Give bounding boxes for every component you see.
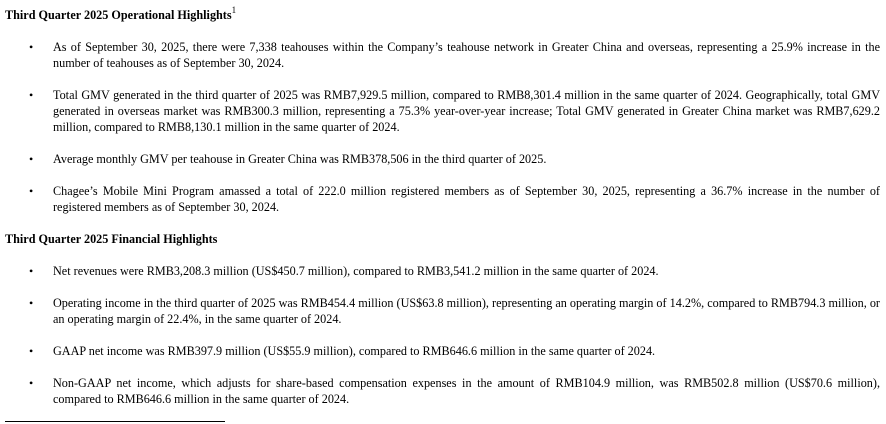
list-item-text: Average monthly GMV per teahouse in Greater China was RMB378,506 in the third quarter of 2025.: [53, 152, 547, 166]
list-item-text: As of September 30, 2025, there were 7,338 teahouses within the Company’s teahouse network in Greater China and overseas, representing a 25.9% increase in the number of teahouses as of September 30, 2024.: [53, 40, 880, 70]
bullet-icon: •: [29, 296, 34, 310]
list-item-text: GAAP net income was RMB397.9 million (US$55.9 million), compared to RMB646.6 million in the same quarter of 2024.: [53, 344, 656, 358]
list-item-text: Chagee’s Mobile Mini Program amassed a total of 222.0 million registered members as of September 30, 2025, representing a 36.7% increase in the number of registered members as of September 30, 2024.: [53, 184, 880, 214]
financial-highlights-heading: Third Quarter 2025 Financial Highlights: [5, 232, 218, 246]
bullet-icon: •: [29, 40, 34, 54]
bullet-icon: •: [29, 264, 34, 278]
bullet-icon: •: [29, 152, 34, 166]
bullet-icon: •: [29, 88, 34, 102]
list-item-text: Operating income in the third quarter of 2025 was RMB454.4 million (US$63.8 million), representing an operating margin of 14.2%, compared to RMB794.3 million, or an operating margin of 22.4%, in the same quarter of 2024.: [53, 296, 880, 326]
list-item-text: Total GMV generated in the third quarter of 2025 was RMB7,929.5 million, compared to RMB8,301.4 million in the same quarter of 2024. Geographically, total GMV generated in overseas market was RMB300.3 million, representing a 75.3% year-over-year increase; Total GMV generated in Greater China market was RMB7,629.2 million, compared to RMB8,130.1 million in the same quarter of 2024.: [53, 88, 880, 134]
list-item-text: Net revenues were RMB3,208.3 million (US$450.7 million), compared to RMB3,541.2 million in the same quarter of 2024.: [53, 264, 659, 278]
bullet-icon: •: [29, 376, 34, 390]
bullet-icon: •: [29, 184, 34, 198]
bullet-icon: •: [29, 344, 34, 358]
footnote-divider: [5, 421, 225, 422]
list-item-text: Non-GAAP net income, which adjusts for share-based compensation expenses in the amount of RMB104.9 million, was RMB502.8 million (US$70.6 million), compared to RMB646.6 million in the same quarter of 2024.: [53, 376, 880, 406]
operational-highlights-heading: Third Quarter 2025 Operational Highlights$^1$: [5, 4, 237, 22]
footnote-marker: 1: [231, 4, 237, 15]
